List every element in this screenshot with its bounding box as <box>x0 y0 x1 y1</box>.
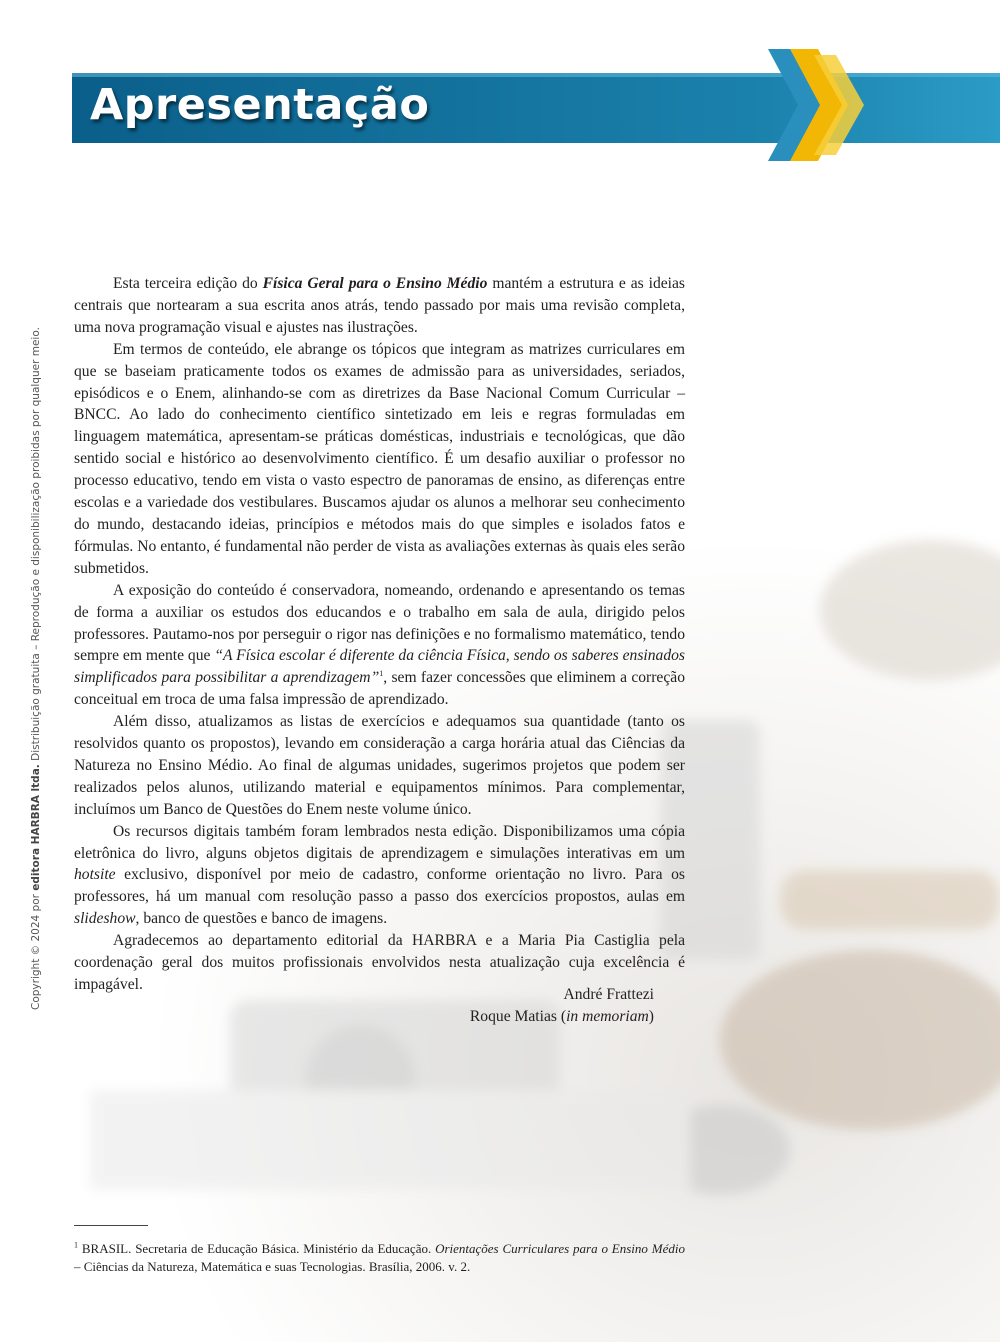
slideshow-term: slideshow <box>74 910 136 928</box>
quote: “A Física escolar é diferente da ciência Física, sendo os saberes ensinados simplificados para possibilitar a aprendizagem” <box>74 647 685 687</box>
paragraph-5 <box>74 821 685 931</box>
text-run: A exposição do conteúdo é conservadora, nomeando, ordenando e apresentando os temas de forma a auxiliar os estudos dos educandos e o trabalho em sala de aula, dirigido pelos professores. Pautamo-nos por perseguir o rigor nas definições e no formalismo matemático, tendo sempre em mente que <box>74 581 685 665</box>
author-2-name: Roque Matias ( <box>469 1007 567 1025</box>
paragraph-4: Além disso, atualizamos as listas de exercícios e adequamos sua quantidade (tanto os resolvidos quanto os propostos), levando em consideração a carga horária atual das Ciências da Natureza no Ensino Médio. Ao final de algumas unidades, sugerimos projetos que podem ser realizados pelos alunos, utilizando material e equipamentos mínimos. Para complementar, incluímos um Banco de Questões do Enem neste volume único. <box>74 713 685 818</box>
text-run: Esta terceira edição do <box>113 275 263 292</box>
footnote-divider <box>74 1225 148 1226</box>
author-1: André Frattezi <box>563 986 654 1003</box>
copyright-notice <box>30 327 42 1010</box>
text-run: Os recursos digitais também foram lembrados nesta edição. Disponibilizamos uma cópia eletrônica do livro, alguns objetos digitais de aprendizagem e simulações interativas em um <box>74 822 685 862</box>
presentation-body <box>74 273 685 996</box>
footnote-marker: 1 <box>379 669 384 679</box>
paragraph-1 <box>74 273 685 339</box>
text-run: – Ciências da Natureza, Matemática e suas Tecnologias. Brasília, 2006. v. 2. <box>74 1259 471 1274</box>
author-2-note: in memoriam <box>566 1007 649 1025</box>
copyright-rest: Distribuição gratuita – Reprodução e disponibilização proibidas por qualquer meio. <box>30 327 42 761</box>
text-run: , sem fazer concessões que eliminem a correção conceitual em troca de uma falsa impressão de aprendizado. <box>74 669 685 709</box>
signature-block <box>74 984 654 1028</box>
paragraph-3 <box>74 580 685 711</box>
paragraph-2: Em termos de conteúdo, ele abrange os tópicos que integram as matrizes curriculares em que se baseiam praticamente todos os exames de admissão para as universidades, seriados, episódicos e o Enem, alinhando-se com as diretrizes da Base Nacional Comum Curricular – BNCC. Ao lado do conhecimento científico sintetizado em leis e regras formuladas em linguagem matemática, apresentam-se práticas domésticas, industriais e tecnológicas, que dão sentido social e histórico ao desenvolvimento científico. É um desafio auxiliar o professor no processo educativo, tendo em vista o vasto espectro de panoramas de ensino, as diferenças entre escolas e a variedade dos vestibulares. Buscamos ajudar os alunos a melhorar seu conhecimento do mundo, destacando ideias, princípios e métodos mais do que simples e isolados fatos e fórmulas. No entanto, é fundamental não perder de vista as avaliações externas às quais eles serão submetidos. <box>74 340 685 577</box>
chevron-decoration-icon <box>760 45 870 165</box>
hotsite-term: hotsite <box>74 866 116 884</box>
paragraph-6: Agradecemos ao departamento editorial da HARBRA e a Maria Pia Castiglia pela coordenação geral dos muitos profissionais envolvidos nesta atualização cuja excelência é impagável. <box>74 932 685 993</box>
author-2-close: ) <box>648 1007 654 1025</box>
text-run: exclusivo, disponível por meio de cadastro, conforme orientação no livro. Para os professores, há um manual com resolução passo a passo dos exercícios propostos, aulas em <box>74 866 685 906</box>
footnote-number: 1 <box>74 1240 78 1250</box>
text-run: mantém a estrutura e as ideias centrais que nortearam a sua escrita anos atrás, tendo passado por mais uma revisão completa, uma nova programação visual e ajustes nas ilustrações. <box>74 275 685 336</box>
author-2 <box>74 1006 654 1028</box>
text-run: , banco de questões e banco de imagens. <box>135 910 388 928</box>
page-title: Apresentação <box>90 80 430 130</box>
footnote <box>74 1240 685 1276</box>
text-run: BRASIL. Secretaria de Educação Básica. Ministério da Educação. <box>78 1241 436 1256</box>
book-title: Física Geral para o Ensino Médio <box>262 275 488 292</box>
footnote-title: Orientações Curriculares para o Ensino Médio <box>435 1241 685 1256</box>
publisher-name: editora HARBRA ltda. <box>30 764 42 891</box>
copyright-prefix: Copyright © 2024 por <box>30 894 42 1010</box>
